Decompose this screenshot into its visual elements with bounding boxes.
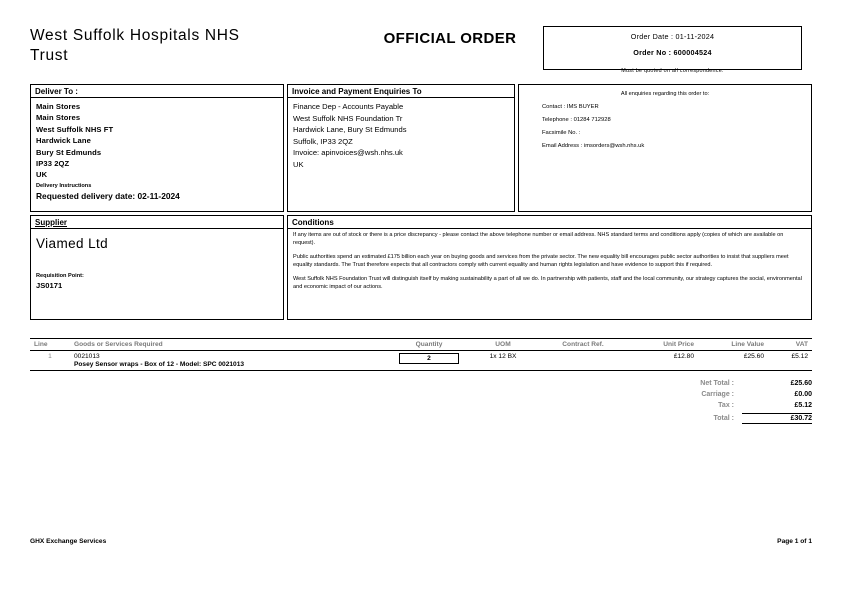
total-row-tax bbox=[622, 402, 812, 409]
organisation-title: West Suffolk Hospitals NHS Trust bbox=[30, 27, 240, 64]
document-footer bbox=[30, 538, 812, 545]
invoice-enquiries-body bbox=[288, 98, 514, 174]
deliver-to-line: Main Stores bbox=[36, 113, 81, 123]
column-header-description: Goods or Services Required bbox=[70, 339, 390, 351]
total-row-net bbox=[622, 380, 812, 387]
total-row-grand bbox=[622, 413, 812, 424]
deliver-to-line: Bury St Edmunds bbox=[36, 147, 102, 157]
cell-quantity bbox=[390, 351, 468, 371]
enquiry-row-contact bbox=[524, 104, 806, 110]
total-label: Carriage : bbox=[701, 391, 734, 398]
requisition-point-value: JS0171 bbox=[36, 281, 63, 290]
document-title: OFFICIAL ORDER bbox=[383, 30, 517, 47]
order-quote-note: Must be quoted on all correspondence. bbox=[621, 68, 724, 74]
deliver-to-title: Deliver To : bbox=[31, 85, 283, 98]
total-value: £30.72 bbox=[742, 413, 812, 424]
deliver-to-line: Hardwick Lane bbox=[36, 136, 91, 146]
requisition-point-label: Requisition Point: bbox=[36, 273, 84, 279]
deliver-to-line: IP33 2QZ bbox=[36, 159, 70, 169]
supplier-name: Viamed Ltd bbox=[36, 236, 109, 251]
total-value: £5.12 bbox=[794, 402, 812, 409]
footer-left-text: GHX Exchange Services bbox=[30, 538, 107, 545]
enquiry-label: Contact : bbox=[542, 104, 566, 110]
enquiry-label: Email Address : bbox=[542, 143, 583, 149]
conditions-block bbox=[287, 215, 812, 320]
footer-page-number: Page 1 of 1 bbox=[777, 538, 812, 545]
cell-line-value: £25.60 bbox=[743, 353, 764, 360]
quantity-value: 2 bbox=[399, 353, 459, 364]
column-header-quantity: Quantity bbox=[390, 339, 468, 351]
enquiry-row-telephone bbox=[524, 117, 806, 123]
invoice-line: Invoice: apinvoices@wsh.nhs.uk bbox=[293, 148, 403, 158]
invoice-enquiries-block bbox=[287, 84, 515, 212]
enquiry-row-facsimile bbox=[524, 130, 806, 136]
column-header-uom: UOM bbox=[468, 339, 538, 351]
deliver-to-line: Main Stores bbox=[36, 102, 81, 111]
conditions-paragraph: Public authorities spend an estimated £175 billion each year on buying goods and services from the private sector. The new equality bill encourages public sector authorities to insist that suppliers meet equality standards. The Trust therefore expects that all contractors comply with current equality and human rights legislation and have evidence to support this if required. bbox=[293, 254, 789, 268]
order-enquiries-block bbox=[518, 84, 812, 212]
conditions-body bbox=[288, 229, 811, 302]
invoice-line: Hardwick Lane, Bury St Edmunds bbox=[293, 125, 407, 135]
column-header-contract-ref: Contract Ref. bbox=[538, 339, 628, 351]
deliver-to-line: UK bbox=[36, 170, 48, 180]
deliver-to-body bbox=[31, 98, 283, 204]
order-date: Order Date : 01-11-2024 bbox=[630, 32, 715, 41]
table-header-row bbox=[30, 339, 812, 351]
enquiry-value: imsorders@wsh.nhs.uk bbox=[583, 143, 645, 149]
total-label: Total : bbox=[713, 415, 734, 422]
cell-line-number: 1 bbox=[48, 353, 52, 360]
order-enquiries-heading: All enquiries regarding this order to: bbox=[620, 91, 710, 97]
supplier-title: Supplier bbox=[31, 216, 283, 229]
conditions-title: Conditions bbox=[288, 216, 811, 229]
totals-block bbox=[622, 380, 812, 428]
conditions-paragraph: If any items are out of stock or there is a price discrepancy - please contact the above telephone number or email address. NHS standard terms and conditions apply (copies of which are available on request). bbox=[293, 232, 784, 246]
total-value: £0.00 bbox=[794, 391, 812, 398]
order-reference-box bbox=[543, 26, 802, 74]
supplier-body bbox=[31, 229, 283, 293]
invoice-line: UK bbox=[293, 159, 304, 169]
column-header-vat: VAT bbox=[768, 339, 812, 351]
enquiry-value: 01284 712928 bbox=[573, 117, 611, 123]
column-header-line: Line bbox=[30, 339, 70, 351]
enquiry-value: IMS BUYER bbox=[566, 104, 599, 110]
column-header-line-value: Line Value bbox=[698, 339, 768, 351]
invoice-enquiries-title: Invoice and Payment Enquiries To bbox=[288, 85, 514, 98]
deliver-to-line: West Suffolk NHS FT bbox=[36, 124, 114, 134]
line-items-table bbox=[30, 338, 812, 371]
enquiry-row-email bbox=[524, 143, 806, 149]
total-label: Tax : bbox=[718, 402, 734, 409]
column-header-unit-price: Unit Price bbox=[628, 339, 698, 351]
cell-vat: £5.12 bbox=[791, 353, 808, 360]
cell-unit-price: £12.80 bbox=[673, 353, 694, 360]
document-header bbox=[30, 26, 812, 78]
deliver-to-block bbox=[30, 84, 284, 212]
table-row bbox=[30, 351, 812, 371]
cell-uom: 1x 12 BX bbox=[489, 353, 517, 360]
invoice-line: Suffolk, IP33 2QZ bbox=[293, 136, 353, 146]
enquiry-label: Facsimile No. : bbox=[542, 130, 581, 136]
conditions-paragraph: West Suffolk NHS Foundation Trust will distinguish itself by making sustainability a part of all we do. In partnership with patients, staff and the local community, our strategy captures the social, environmental and economic impact of our actions. bbox=[293, 276, 802, 290]
item-code: 0021013 bbox=[74, 353, 100, 360]
cell-contract-ref bbox=[538, 351, 628, 371]
enquiry-label: Telephone : bbox=[542, 117, 572, 123]
invoice-line: West Suffolk NHS Foundation Tr bbox=[293, 113, 403, 123]
order-enquiries-body bbox=[519, 85, 811, 159]
cell-description bbox=[70, 351, 390, 371]
total-value: £25.60 bbox=[790, 380, 812, 387]
total-label: Net Total : bbox=[700, 380, 734, 387]
delivery-instructions-label: Delivery Instructions bbox=[36, 182, 92, 189]
item-description: Posey Sensor wraps - Box of 12 - Model: SPC 0021013 bbox=[74, 361, 245, 368]
order-number: Order No : 600004524 bbox=[633, 48, 712, 57]
supplier-block bbox=[30, 215, 284, 320]
invoice-line: Finance Dep - Accounts Payable bbox=[293, 102, 404, 111]
total-row-carriage bbox=[622, 391, 812, 398]
delivery-instructions-value: Requested delivery date: 02-11-2024 bbox=[36, 190, 180, 201]
